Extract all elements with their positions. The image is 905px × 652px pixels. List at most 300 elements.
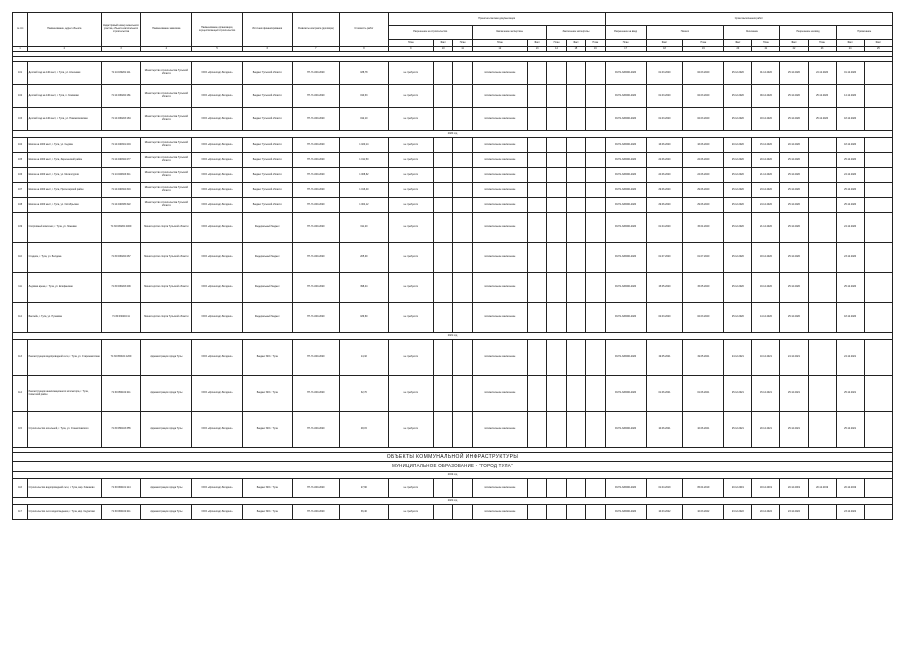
gp-fact (453, 153, 472, 168)
builder-org: ООО «Кронштадт-Билдинг» (192, 213, 243, 243)
cadastral-number: 71:14:040304:319 (101, 183, 141, 198)
row-number: 103 (13, 108, 28, 131)
gp-fact (453, 243, 472, 273)
start-fact: 01.07.2020 (683, 243, 724, 273)
exp2-plan (566, 479, 585, 498)
table-row (13, 273, 893, 303)
row-number: 112 (13, 303, 28, 333)
exp2-fact (586, 62, 605, 85)
exp-fact (547, 213, 566, 243)
funding-source: Бюджет Тульской области (242, 168, 292, 183)
vvod-permit: RU71-326000-2020 (605, 138, 646, 153)
object-name: Детский сад на 140 мест, г. Тула, ул. Новомосковская (28, 108, 101, 131)
exp-fact (547, 303, 566, 333)
funding-source: Бюджет МО г. Тула (242, 412, 292, 448)
row-number: 106 (13, 168, 28, 183)
plan-label: План (472, 40, 527, 47)
exp-plan (527, 376, 546, 412)
gp-plan (433, 479, 452, 498)
fact-label: Факт (780, 40, 808, 47)
note-plan: 14.12.2020 (836, 85, 864, 108)
object-name: Детский сад на 140 мест, г. Тула, п. Хомяково (28, 85, 101, 108)
zakazchik: Министерство строительства Тульской области (141, 198, 192, 213)
builder-org: ООО «Кронштадт-Билдинг» (192, 62, 243, 85)
ps-doc: не требуется (388, 85, 433, 108)
exp-fact (547, 273, 566, 303)
column-number: 2 (28, 47, 101, 52)
end-plan: 25.12.2020 (724, 108, 752, 131)
col-name-header: Наименование, адрес объекта (28, 13, 101, 47)
row-number: 117 (13, 505, 28, 520)
year-label: 2019 год (13, 472, 893, 479)
exp2-plan (566, 243, 585, 273)
col-cadastral-header: Кадастровый номер земельного участка, объекта капитального строительства (101, 13, 141, 47)
exp-fact (547, 412, 566, 448)
column-number: 15 (566, 47, 585, 52)
end-fact: 15.12.2021 (752, 376, 780, 412)
expertise: положительное заключение (472, 153, 527, 168)
row-number: 105 (13, 153, 28, 168)
column-number: 9 (388, 47, 433, 52)
vvod-fact (808, 243, 836, 273)
note-fact (864, 243, 892, 273)
note-fact (864, 376, 892, 412)
contract-ref: ГП-71-000-2020 (292, 479, 340, 498)
start-fact: 01.06.2021 (683, 376, 724, 412)
vvod-plan: 25.12.2020 (780, 168, 808, 183)
vvod-fact (808, 213, 836, 243)
exp2-plan (566, 505, 585, 520)
column-number: 18 (646, 47, 683, 52)
vvod-plan: 25.12.2020 (780, 85, 808, 108)
table-row (13, 108, 893, 131)
gp-plan (433, 108, 452, 131)
vvod-permit: RU71-326000-2020 (605, 243, 646, 273)
gp-plan (433, 138, 452, 153)
funding-source: Бюджет Тульской области (242, 153, 292, 168)
ps-doc: не требуется (388, 479, 433, 498)
object-name: Детский сад на 140 мест, г. Тула, ул. Ключевая (28, 62, 101, 85)
end-fact: 14.12.2020 (752, 303, 780, 333)
work-cost: 36,40 (340, 505, 389, 520)
exp2-fact (586, 108, 605, 131)
row-number: 110 (13, 243, 28, 273)
plan-label: План (453, 40, 472, 47)
exp2-plan (566, 273, 585, 303)
zakazchik: Администрация города Тулы (141, 376, 192, 412)
builder-org: ООО «Кронштадт-Билдинг» (192, 273, 243, 303)
object-name: Школа на 1000 мест, г. Тула, ул. Октябрьская (28, 198, 101, 213)
vvod-fact: 25.12.2020 (808, 108, 836, 131)
note-plan: 25.12.2020 (836, 153, 864, 168)
expertise: положительное заключение (472, 198, 527, 213)
ps-doc: не требуется (388, 376, 433, 412)
zakazchik: Министерство строительства Тульской области (141, 108, 192, 131)
zakazchik: Администрация города Тулы (141, 340, 192, 376)
funding-source: Бюджет МО г. Тула (242, 340, 292, 376)
funding-source: Бюджет МО г. Тула (242, 479, 292, 498)
funding-source: Бюджет Тульской области (242, 62, 292, 85)
plan-label: План (683, 40, 724, 47)
contract-ref: ГП-71-000-2020 (292, 213, 340, 243)
row-number: 111 (13, 273, 28, 303)
table-row (13, 505, 893, 520)
fact-label: Факт (433, 40, 452, 47)
col-source-header: Источник финансирования (242, 13, 292, 47)
vvod-plan: 20.12.2019 (780, 479, 808, 498)
gp-plan (433, 62, 452, 85)
note-plan: 01.12.2020 (836, 62, 864, 85)
ps-doc: не требуется (388, 153, 433, 168)
work-cost: 311,20 (340, 213, 389, 243)
contract-ref: ГП-71-000-2020 (292, 138, 340, 153)
exp2-plan (566, 183, 585, 198)
contract-ref: ГП-71-000-2020 (292, 303, 340, 333)
column-number: 20 (724, 47, 752, 52)
exp-plan (527, 153, 546, 168)
table-row (13, 213, 893, 243)
vvod-plan: 25.12.2020 (780, 153, 808, 168)
funding-source: Федеральный бюджет (242, 243, 292, 273)
work-cost: 190,33 (340, 85, 389, 108)
zakazchik: Министерство спорта Тульской области (141, 303, 192, 333)
note-fact (864, 479, 892, 498)
end-plan: 25.12.2020 (724, 213, 752, 243)
ps-doc: не требуется (388, 168, 433, 183)
plan-label: План (752, 40, 780, 47)
exp2-fact (586, 213, 605, 243)
start-plan: 19.05.2021 (646, 340, 683, 376)
contract-ref: ГП-71-000-2020 (292, 62, 340, 85)
exp2-plan (566, 108, 585, 131)
col-contract-header: Реквизиты контракта (договора) (292, 13, 340, 47)
expertise: положительное заключение (472, 479, 527, 498)
column-number: 4 (141, 47, 192, 52)
start-fact: 05.04.2019 (683, 479, 724, 498)
note-fact (864, 303, 892, 333)
row-number: 114 (13, 376, 28, 412)
end-plan: 25.12.2020 (724, 243, 752, 273)
year-label: 2021 год (13, 333, 893, 340)
work-cost: 1 004,12 (340, 198, 389, 213)
exp2-fact (586, 412, 605, 448)
cadastral-number: 71:14:040301:204 (101, 138, 141, 153)
exp-plan (527, 340, 546, 376)
vvod-plan: 25.12.2021 (780, 376, 808, 412)
expertise: положительное заключение (472, 85, 527, 108)
row-number: 104 (13, 138, 28, 153)
vvod-permit: RU71-326000-2020 (605, 479, 646, 498)
note-plan: 20.12.2019 (836, 479, 864, 498)
work-cost: 192,10 (340, 108, 389, 131)
column-number: 24 (836, 47, 864, 52)
exp2-plan (566, 85, 585, 108)
expertise: положительное заключение (472, 183, 527, 198)
builder-org: ООО «Кронштадт-Билдинг» (192, 183, 243, 198)
start-fact: 02.03.2020 (683, 303, 724, 333)
builder-org: ООО «Кронштадт-Билдинг» (192, 108, 243, 131)
object-name: Ледовая арена, г. Тула, ул. Епифанская (28, 273, 101, 303)
exp-plan (527, 243, 546, 273)
start-plan: 01.03.2020 (646, 62, 683, 85)
ps-doc: не требуется (388, 183, 433, 198)
gp-fact (453, 168, 472, 183)
fact-label: Факт (646, 40, 683, 47)
exp-fact (547, 243, 566, 273)
cadastral-number: 71:30:050102:211 (101, 376, 141, 412)
zakazchik: Министерство строительства Тульской области (141, 183, 192, 198)
exp-fact (547, 153, 566, 168)
end-plan: 25.12.2020 (724, 303, 752, 333)
object-name: Реконструкция водопроводной сети, г. Тула, ул. Староникитская (28, 340, 101, 376)
year-label: 2022 год (13, 498, 893, 505)
ps-doc: не требуется (388, 303, 433, 333)
ps-doc: не требуется (388, 108, 433, 131)
exp-fact (547, 183, 566, 198)
end-fact: 19.12.2020 (752, 273, 780, 303)
cadastral-number: 71:14:040303:311 (101, 168, 141, 183)
vvod-fact (808, 412, 836, 448)
banner-title-text: ОБЪЕКТЫ КОММУНАЛЬНОЙ ИНФРАСТРУКТУРЫ (13, 453, 893, 462)
note-fact (864, 213, 892, 243)
expertise: положительное заключение (472, 340, 527, 376)
builder-org: ООО «Кронштадт-Билдинг» (192, 505, 243, 520)
note-fact (864, 85, 892, 108)
exp2-fact (586, 340, 605, 376)
work-cost: 14,32 (340, 340, 389, 376)
start-fact: 19.05.2021 (683, 340, 724, 376)
vvod-plan: 25.12.2020 (780, 303, 808, 333)
exp-plan (527, 62, 546, 85)
object-name: Бассейн, г. Тула, ул. Пузакова (28, 303, 101, 333)
gp-plan (433, 505, 452, 520)
builder-org: ООО «Кронштадт-Билдинг» (192, 138, 243, 153)
column-number: 25 (864, 47, 892, 52)
note-plan: 25.12.2020 (836, 198, 864, 213)
gp-fact (453, 273, 472, 303)
column-number: 11 (453, 47, 472, 52)
work-cost: 27,90 (340, 479, 389, 498)
column-number: 8 (340, 47, 389, 52)
col-zakazchik-header: Наименование заказчика (141, 13, 192, 47)
contract-ref: ГП-71-000-2020 (292, 85, 340, 108)
start-fact: 29.06.2020 (683, 183, 724, 198)
note-plan: 23.12.2020 (836, 243, 864, 273)
column-number: 3 (101, 47, 141, 52)
plan-label: План (808, 40, 836, 47)
vvod-plan: 25.12.2020 (780, 108, 808, 131)
vvod-permit: RU71-326000-2020 (605, 505, 646, 520)
plan-label: План (388, 40, 433, 47)
exp2-fact (586, 153, 605, 168)
exp-plan (527, 273, 546, 303)
vvod-plan: 25.12.2020 (780, 62, 808, 85)
exp-fact (547, 340, 566, 376)
col-vvod-header: Разрешение на ввод (605, 26, 646, 40)
gp-fact (453, 138, 472, 153)
zakazchik: Министерство строительства Тульской области (141, 85, 192, 108)
row-number: 108 (13, 198, 28, 213)
end-fact: 24.12.2020 (752, 198, 780, 213)
exp2-plan (566, 412, 585, 448)
work-cost: 1 008,62 (340, 168, 389, 183)
column-number: 17 (605, 47, 646, 52)
note-fact (864, 273, 892, 303)
exp-fact (547, 198, 566, 213)
fact-label: Факт (836, 40, 864, 47)
exp-fact (547, 376, 566, 412)
ps-doc: не требуется (388, 340, 433, 376)
table-row (13, 376, 893, 412)
vvod-permit: RU71-326000-2020 (605, 85, 646, 108)
gp-plan (433, 168, 452, 183)
cadastral-number: 71:30:060102:211 (101, 505, 141, 520)
expertise: положительное заключение (472, 412, 527, 448)
start-plan: 01.04.2019 (646, 479, 683, 498)
row-number: 115 (13, 412, 28, 448)
vvod-plan: 25.12.2020 (780, 243, 808, 273)
zakazchik: Министерство строительства Тульской области (141, 62, 192, 85)
note-plan: 24.12.2021 (836, 340, 864, 376)
exp-plan (527, 138, 546, 153)
col-exp-header: Заключение экспертизы (472, 26, 546, 40)
start-plan: 16.06.2020 (646, 138, 683, 153)
exp2-plan (566, 62, 585, 85)
vvod-permit: RU71-326000-2020 (605, 303, 646, 333)
gp-fact (453, 505, 472, 520)
start-plan: 10.03.2022 (646, 505, 683, 520)
plan-label: План (605, 40, 646, 47)
year-row (13, 472, 893, 479)
zakazchik: Министерство спорта Тульской области (141, 213, 192, 243)
row-number: 107 (13, 183, 28, 198)
exp2-plan (566, 340, 585, 376)
builder-org: ООО «Кронштадт-Билдинг» (192, 243, 243, 273)
exp2-plan (566, 213, 585, 243)
contract-ref: ГП-71-000-2020 (292, 153, 340, 168)
start-plan: 01.03.2020 (646, 108, 683, 131)
end-fact: 20.12.2020 (752, 153, 780, 168)
contract-ref: ГП-71-000-2020 (292, 340, 340, 376)
vvod-fact: 20.12.2019 (808, 479, 836, 498)
table-row (13, 340, 893, 376)
zakazchik: Министерство спорта Тульской области (141, 273, 192, 303)
cadastral-number: 71:30:030202:267 (101, 243, 141, 273)
vvod-permit: RU71-326000-2020 (605, 273, 646, 303)
column-number: 6 (242, 47, 292, 52)
start-plan: 02.03.2020 (646, 303, 683, 333)
expertise: положительное заключение (472, 62, 527, 85)
note-plan: 18.12.2020 (836, 138, 864, 153)
vvod-fact (808, 153, 836, 168)
vvod-plan: 25.12.2020 (780, 273, 808, 303)
start-plan: 01.07.2020 (646, 243, 683, 273)
builder-org: ООО «Кронштадт-Билдинг» (192, 168, 243, 183)
start-fact: 16.06.2020 (683, 138, 724, 153)
ps-doc: не требуется (388, 505, 433, 520)
builder-org: ООО «Кронштадт-Билдинг» (192, 153, 243, 168)
work-cost: 1 020,14 (340, 138, 389, 153)
end-fact: 20.12.2021 (752, 412, 780, 448)
zakazchik: Министерство строительства Тульской области (141, 153, 192, 168)
start-fact: 22.06.2020 (683, 153, 724, 168)
col-gp-header: Разрешение на строительство (388, 26, 472, 40)
cadastral-number: 71:30:030201:4009 (101, 213, 141, 243)
gp-fact (453, 376, 472, 412)
fact-label: Факт (566, 40, 585, 47)
gp-fact (453, 479, 472, 498)
vvod-fact (808, 198, 836, 213)
gp-fact (453, 303, 472, 333)
start-plan: 01.06.2021 (646, 376, 683, 412)
work-cost: 205,00 (340, 243, 389, 273)
document-page (12, 12, 893, 632)
contract-ref: ГП-71-000-2020 (292, 273, 340, 303)
note-fact (864, 138, 892, 153)
object-name: Строительство котельной, г. Тула, ул. Станиславского (28, 412, 101, 448)
cadastral-number: 71:14:030202:181 (101, 85, 141, 108)
col-build-group-header: Сроки выполнения работ (605, 13, 892, 26)
gp-plan (433, 303, 452, 333)
row-number: 116 (13, 479, 28, 498)
funding-source: Бюджет МО г. Тула (242, 505, 292, 520)
exp-plan (527, 108, 546, 131)
note-fact (864, 412, 892, 448)
vvod-plan: 24.12.2021 (780, 340, 808, 376)
contract-ref: ГП-71-000-2020 (292, 198, 340, 213)
table-row (13, 168, 893, 183)
exp-fact (547, 108, 566, 131)
expertise: положительное заключение (472, 213, 527, 243)
object-name: Реконструкция канализационного коллектора, г. Тула, Советский район (28, 376, 101, 412)
register-table (12, 12, 893, 520)
note-fact (864, 153, 892, 168)
contract-ref: ГП-71-000-2020 (292, 183, 340, 198)
col-ps-group-header: Проектно-сметная документация (388, 13, 605, 26)
work-cost: 188,78 (340, 62, 389, 85)
object-name: Школа на 1000 мест, г. Тула, Зареченский район (28, 153, 101, 168)
note-plan: 25.12.2020 (836, 183, 864, 198)
funding-source: Бюджет Тульской области (242, 198, 292, 213)
exp2-plan (566, 168, 585, 183)
column-number: 19 (683, 47, 724, 52)
table-row (13, 153, 893, 168)
vvod-fact (808, 340, 836, 376)
end-fact: 18.12.2019 (752, 479, 780, 498)
col-vvod2-header: Разрешение на ввод (780, 26, 836, 40)
exp-plan (527, 183, 546, 198)
column-number: 21 (752, 47, 780, 52)
contract-ref: ГП-71-000-2020 (292, 505, 340, 520)
gp-fact (453, 62, 472, 85)
gp-fact (453, 213, 472, 243)
ps-doc: не требуется (388, 213, 433, 243)
col-exp2-header: Заключение экспертизы (547, 26, 605, 40)
exp2-fact (586, 376, 605, 412)
note-fact (864, 62, 892, 85)
end-fact: 09.12.2020 (752, 85, 780, 108)
vvod-permit: RU71-326000-2020 (605, 340, 646, 376)
vvod-fact: 25.12.2020 (808, 85, 836, 108)
exp2-plan (566, 303, 585, 333)
exp-plan (527, 85, 546, 108)
exp2-fact (586, 85, 605, 108)
gp-plan (433, 183, 452, 198)
fact-label: Факт (864, 40, 892, 47)
vvod-permit: RU71-326000-2020 (605, 198, 646, 213)
funding-source: Федеральный бюджет (242, 213, 292, 243)
plan-label: План (547, 40, 566, 47)
